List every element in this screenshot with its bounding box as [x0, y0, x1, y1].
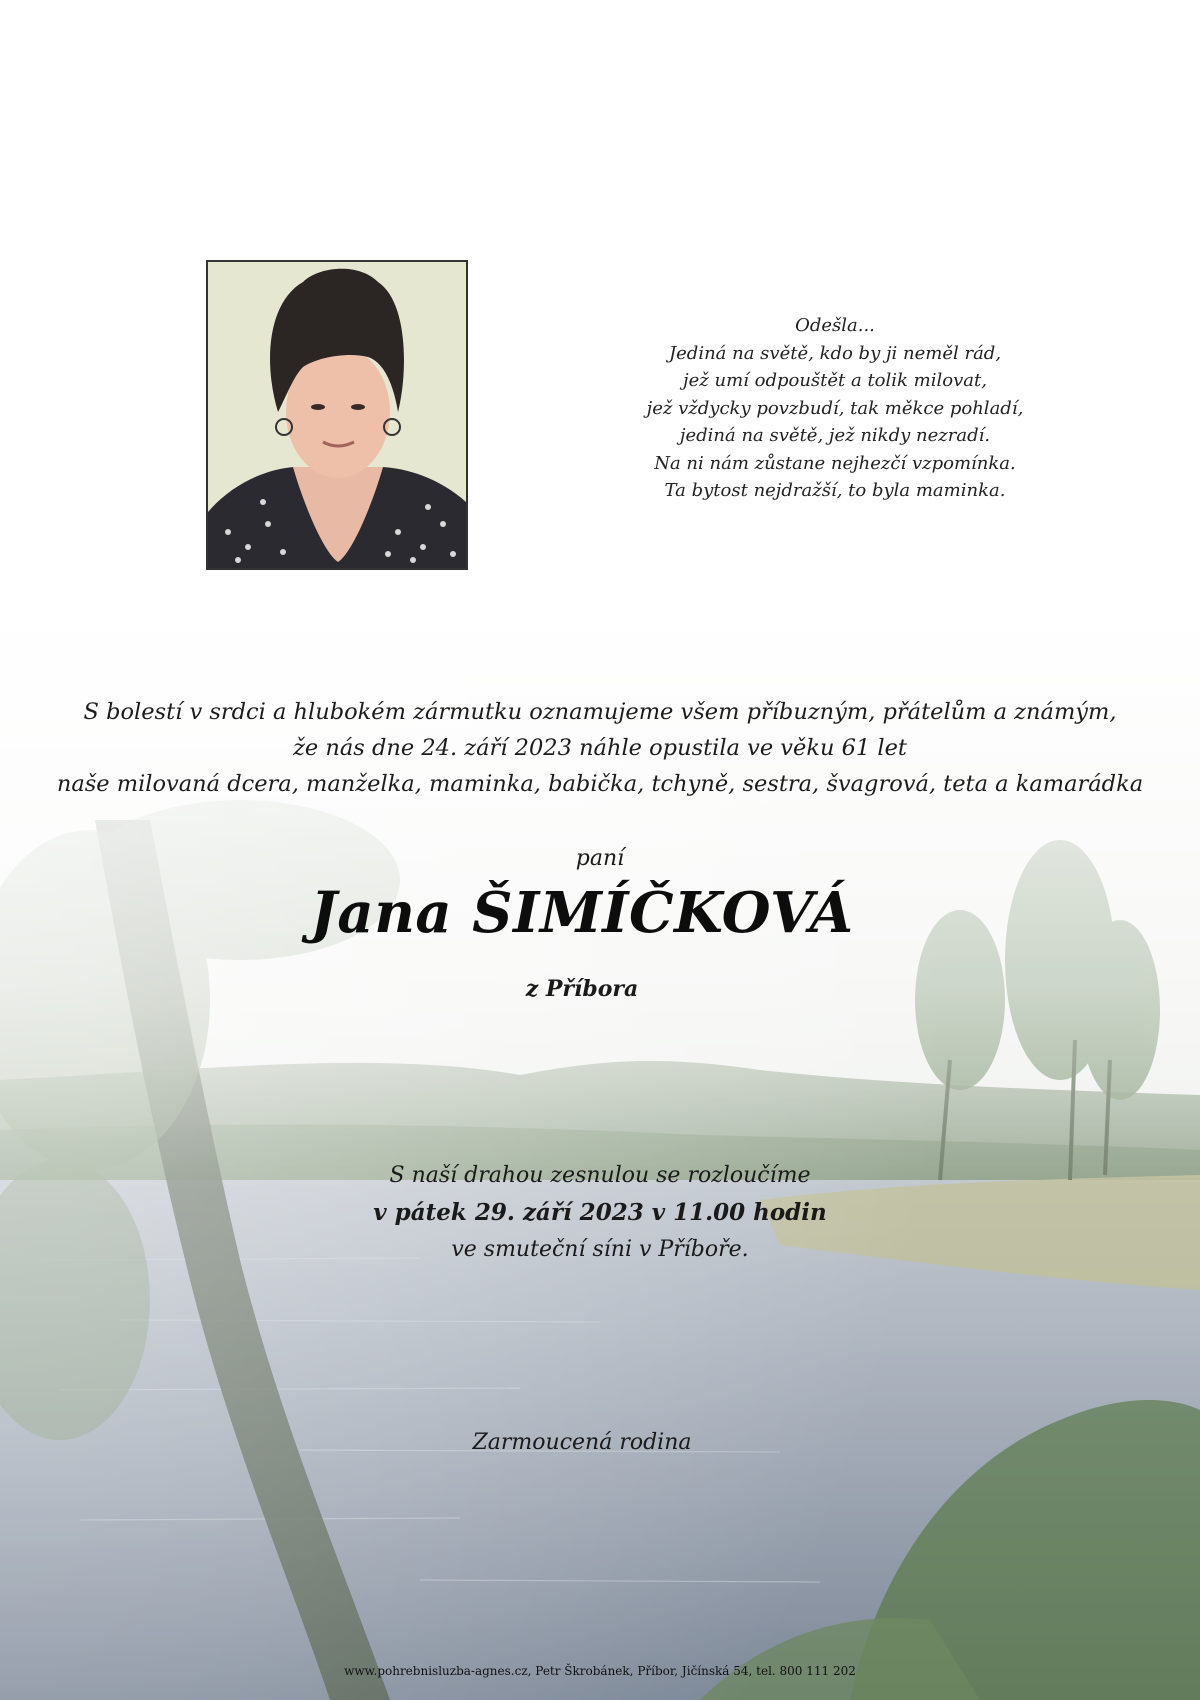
poem-line: jediná na světě, jež nikdy nezradí.	[679, 425, 991, 446]
funeral-date-time: v pátek 29. září 2023 v 11.00 hodin	[373, 1199, 827, 1226]
farewell-intro: S naší drahou zesnulou se rozloučíme	[389, 1163, 811, 1188]
memorial-poem	[640, 312, 1030, 505]
announcement-line: že nás dne 24. září 2023 náhle opustila ve věku 61 let	[293, 735, 907, 761]
announcement-line: S bolestí v srdci a hlubokém zármutku oznamujeme všem příbuzným, přátelům a známým,	[83, 699, 1117, 725]
poem-line: Ta bytost nejdražší, to byla maminka.	[664, 480, 1006, 501]
poem-line: Na ni nám zůstane nejhezčí vzpomínka.	[654, 452, 1016, 474]
funeral-details	[0, 1157, 1200, 1268]
death-announcement	[0, 694, 1200, 802]
portrait-photo	[206, 260, 468, 570]
poem-line: Jediná na světě, kdo by ji neměl rád,	[668, 342, 1002, 364]
funeral-service-footer: www.pohrebnisluzba-agnes.cz, Petr Škrobánek, Příbor, Jičínská 54, tel. 800 111 202	[344, 1664, 856, 1678]
funeral-location: ve smuteční síni v Příboře.	[451, 1237, 749, 1262]
announcement-line: naše milovaná dcera, manželka, maminka, babička, tchyně, sestra, švagrová, teta a kamarádka	[56, 771, 1144, 797]
deceased-hometown: z Příbora	[525, 976, 639, 1002]
deceased-name: Jana ŠIMÍČKOVÁ	[310, 880, 854, 946]
poem-line: jež vždycky povzbudí, tak měkce pohladí,	[646, 397, 1024, 419]
poem-line: jež umí odpouštět a tolik milovat,	[683, 370, 987, 391]
deceased-title: paní	[575, 846, 625, 871]
portrait-image	[208, 262, 466, 568]
family-signature: Zarmoucená rodina	[472, 1430, 692, 1455]
poem-line: Odešla...	[795, 315, 875, 336]
